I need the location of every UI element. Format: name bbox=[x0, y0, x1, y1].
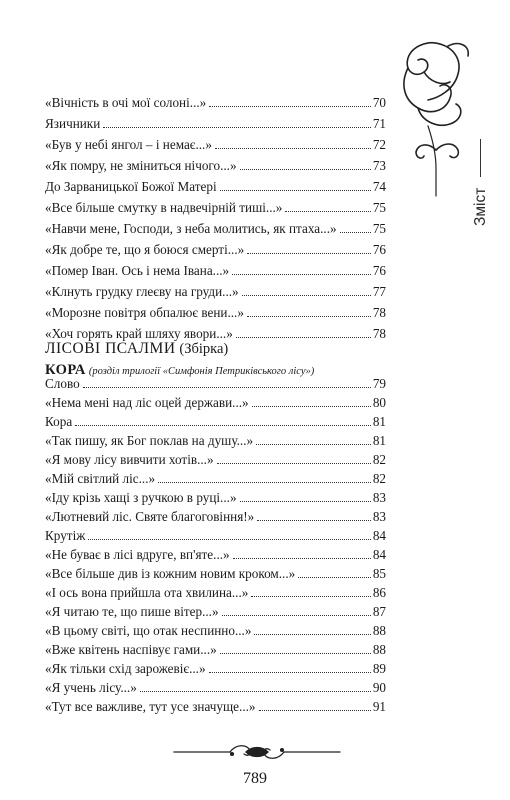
dot-leader bbox=[242, 295, 371, 296]
entry-page: 79 bbox=[372, 376, 386, 391]
dot-leader bbox=[285, 211, 370, 212]
entry-title: «Був у небі янгол – і немає...» bbox=[45, 137, 212, 152]
entry-title: «В цьому світі, що отак неспинно...» bbox=[45, 623, 252, 638]
entry-title: Крутіж bbox=[45, 528, 86, 543]
toc-entry[interactable] bbox=[45, 411, 386, 430]
toc-entry[interactable] bbox=[45, 601, 386, 620]
entry-title: До Зарваницької Божої Матері bbox=[45, 179, 217, 194]
entry-page: 71 bbox=[372, 116, 386, 131]
entry-title: «Іду крізь хащі з ручкою в руці...» bbox=[45, 490, 237, 505]
entry-page: 77 bbox=[372, 284, 386, 299]
entry-title: Слово bbox=[45, 376, 80, 391]
entry-title: Кора bbox=[45, 414, 73, 429]
dot-leader bbox=[236, 337, 371, 338]
dot-leader bbox=[254, 634, 370, 635]
entry-title: «Вічність в очі мої солоні...» bbox=[45, 95, 207, 110]
toc-entry[interactable] bbox=[45, 506, 386, 525]
toc-entry[interactable] bbox=[45, 639, 386, 658]
dot-leader bbox=[220, 190, 371, 191]
entry-title: «Навчи мене, Господи, з неба молитись, як птаха...» bbox=[45, 221, 337, 236]
entry-title: «Як тільки схід зарожевіє...» bbox=[45, 661, 206, 676]
flourish-ornament bbox=[388, 38, 478, 198]
subsection-note: (розділ трилогії «Симфонія Петриківського лісу») bbox=[88, 366, 315, 377]
toc-entry[interactable] bbox=[45, 658, 386, 677]
entry-title: «Так пишу, як Бог поклав на душу...» bbox=[45, 433, 254, 448]
toc-entry[interactable] bbox=[45, 392, 386, 411]
entry-title: «Я читаю те, що пише вітер...» bbox=[45, 604, 219, 619]
dot-leader bbox=[140, 691, 371, 692]
toc-entry[interactable] bbox=[45, 113, 386, 132]
entry-page: 88 bbox=[372, 623, 386, 638]
entry-page: 81 bbox=[372, 414, 386, 429]
entry-title: «Все більше смутку в надвечірній тиші...» bbox=[45, 200, 283, 215]
page-number: 789 bbox=[243, 770, 267, 787]
dot-leader bbox=[251, 596, 370, 597]
entry-title: «Мій світлий ліс...» bbox=[45, 471, 156, 486]
dot-leader bbox=[247, 253, 371, 254]
entry-page: 73 bbox=[372, 158, 386, 173]
dot-leader bbox=[240, 169, 371, 170]
entry-page: 86 bbox=[372, 585, 386, 600]
entry-title: «Тут все важливе, тут усе значуще...» bbox=[45, 699, 256, 714]
entry-page: 78 bbox=[372, 305, 386, 320]
toc-entry[interactable] bbox=[45, 468, 386, 487]
toc-entry[interactable] bbox=[45, 449, 386, 468]
toc-entry[interactable] bbox=[45, 582, 386, 601]
entry-title: «Все більше див із кожним новим кроком...» bbox=[45, 566, 296, 581]
section-title: ЛІСОВІ ПСАЛМИ bbox=[45, 340, 176, 357]
entry-page: 74 bbox=[372, 179, 386, 194]
entry-title: «Клнуть грудку глеєву на груди...» bbox=[45, 284, 239, 299]
dot-leader bbox=[83, 387, 371, 388]
side-label-text: Зміст bbox=[472, 187, 489, 226]
section-subtitle: (Збірка) bbox=[179, 341, 229, 357]
entry-page: 88 bbox=[372, 642, 386, 657]
dot-leader bbox=[88, 539, 370, 540]
entry-page: 90 bbox=[372, 680, 386, 695]
entry-page: 82 bbox=[372, 471, 386, 486]
toc-entry[interactable] bbox=[45, 525, 386, 544]
dot-leader bbox=[259, 710, 371, 711]
entry-title: «Як помру, не зміниться нічого...» bbox=[45, 158, 237, 173]
entry-title: «Морозне повітря обпалює вени...» bbox=[45, 305, 244, 320]
dot-leader bbox=[215, 148, 371, 149]
section-heading bbox=[45, 340, 228, 358]
toc-entry[interactable] bbox=[45, 677, 386, 696]
dot-leader bbox=[103, 127, 371, 128]
entry-title: Язичники bbox=[45, 116, 101, 131]
dot-leader bbox=[222, 615, 371, 616]
entry-page: 76 bbox=[372, 263, 386, 278]
dot-leader bbox=[232, 274, 371, 275]
entry-page: 72 bbox=[372, 137, 386, 152]
entry-page: 75 bbox=[372, 200, 386, 215]
side-label-rule bbox=[480, 139, 481, 177]
dot-leader bbox=[220, 653, 371, 654]
entry-page: 81 bbox=[372, 433, 386, 448]
dot-leader bbox=[75, 425, 371, 426]
toc-entry[interactable] bbox=[45, 176, 386, 195]
toc-entry[interactable] bbox=[45, 260, 386, 279]
entry-page: 83 bbox=[372, 509, 386, 524]
dot-leader bbox=[240, 501, 371, 502]
entry-title: «Як добре те, що я боюся смерті...» bbox=[45, 242, 245, 257]
toc-entry[interactable] bbox=[45, 239, 386, 258]
toc-entry[interactable] bbox=[45, 544, 386, 563]
entry-title: «Я учень лісу...» bbox=[45, 680, 137, 695]
toc-entry[interactable] bbox=[45, 487, 386, 506]
entry-page: 80 bbox=[372, 395, 386, 410]
entry-page: 70 bbox=[372, 95, 386, 110]
toc-entry[interactable] bbox=[45, 696, 386, 715]
divider-ornament bbox=[172, 742, 342, 762]
dot-leader bbox=[298, 577, 371, 578]
dot-leader bbox=[257, 520, 371, 521]
dot-leader bbox=[252, 406, 371, 407]
entry-title: «І ось вона прийшла ота хвилина...» bbox=[45, 585, 249, 600]
toc-entry[interactable] bbox=[45, 134, 386, 153]
dot-leader bbox=[256, 444, 371, 445]
toc-entry[interactable] bbox=[45, 373, 386, 392]
toc-entry[interactable] bbox=[45, 92, 386, 111]
dot-leader bbox=[209, 672, 371, 673]
entry-title: «Хоч горять край шляху явори...» bbox=[45, 326, 233, 341]
entry-page: 85 bbox=[372, 566, 386, 581]
toc-entry[interactable] bbox=[45, 155, 386, 174]
entry-title: «Вже квітень наспівує гами...» bbox=[45, 642, 217, 657]
toc-entry[interactable] bbox=[45, 302, 386, 321]
dot-leader bbox=[247, 316, 371, 317]
toc-entry[interactable] bbox=[45, 197, 386, 216]
toc-entry[interactable] bbox=[45, 563, 386, 582]
entry-page: 89 bbox=[372, 661, 386, 676]
entry-title: «Лютневий ліс. Святе благоговіння!» bbox=[45, 509, 255, 524]
toc-entry[interactable] bbox=[45, 620, 386, 639]
side-section-label bbox=[472, 139, 490, 226]
entry-page: 78 bbox=[372, 326, 386, 341]
entry-page: 84 bbox=[372, 547, 386, 562]
subsection-title: КОРА bbox=[45, 362, 86, 378]
entry-page: 91 bbox=[372, 699, 386, 714]
entry-page: 76 bbox=[372, 242, 386, 257]
dot-leader bbox=[233, 558, 371, 559]
entry-title: «Нема мені над ліс оцей держави...» bbox=[45, 395, 249, 410]
entry-page: 75 bbox=[372, 221, 386, 236]
dot-leader bbox=[217, 463, 371, 464]
dot-leader bbox=[158, 482, 371, 483]
entry-title: «Я мову лісу вивчити хотів...» bbox=[45, 452, 214, 467]
toc-entry[interactable] bbox=[45, 218, 386, 237]
entry-page: 82 bbox=[372, 452, 386, 467]
entry-page: 84 bbox=[372, 528, 386, 543]
entry-title: «Помер Іван. Ось і нема Івана...» bbox=[45, 263, 230, 278]
entry-page: 83 bbox=[372, 490, 386, 505]
dot-leader bbox=[209, 106, 371, 107]
toc-entry[interactable] bbox=[45, 281, 386, 300]
dot-leader bbox=[340, 232, 371, 233]
toc-entry[interactable] bbox=[45, 430, 386, 449]
entry-page: 87 bbox=[372, 604, 386, 619]
entry-title: «Не буває в лісі вдруге, вп'яте...» bbox=[45, 547, 230, 562]
